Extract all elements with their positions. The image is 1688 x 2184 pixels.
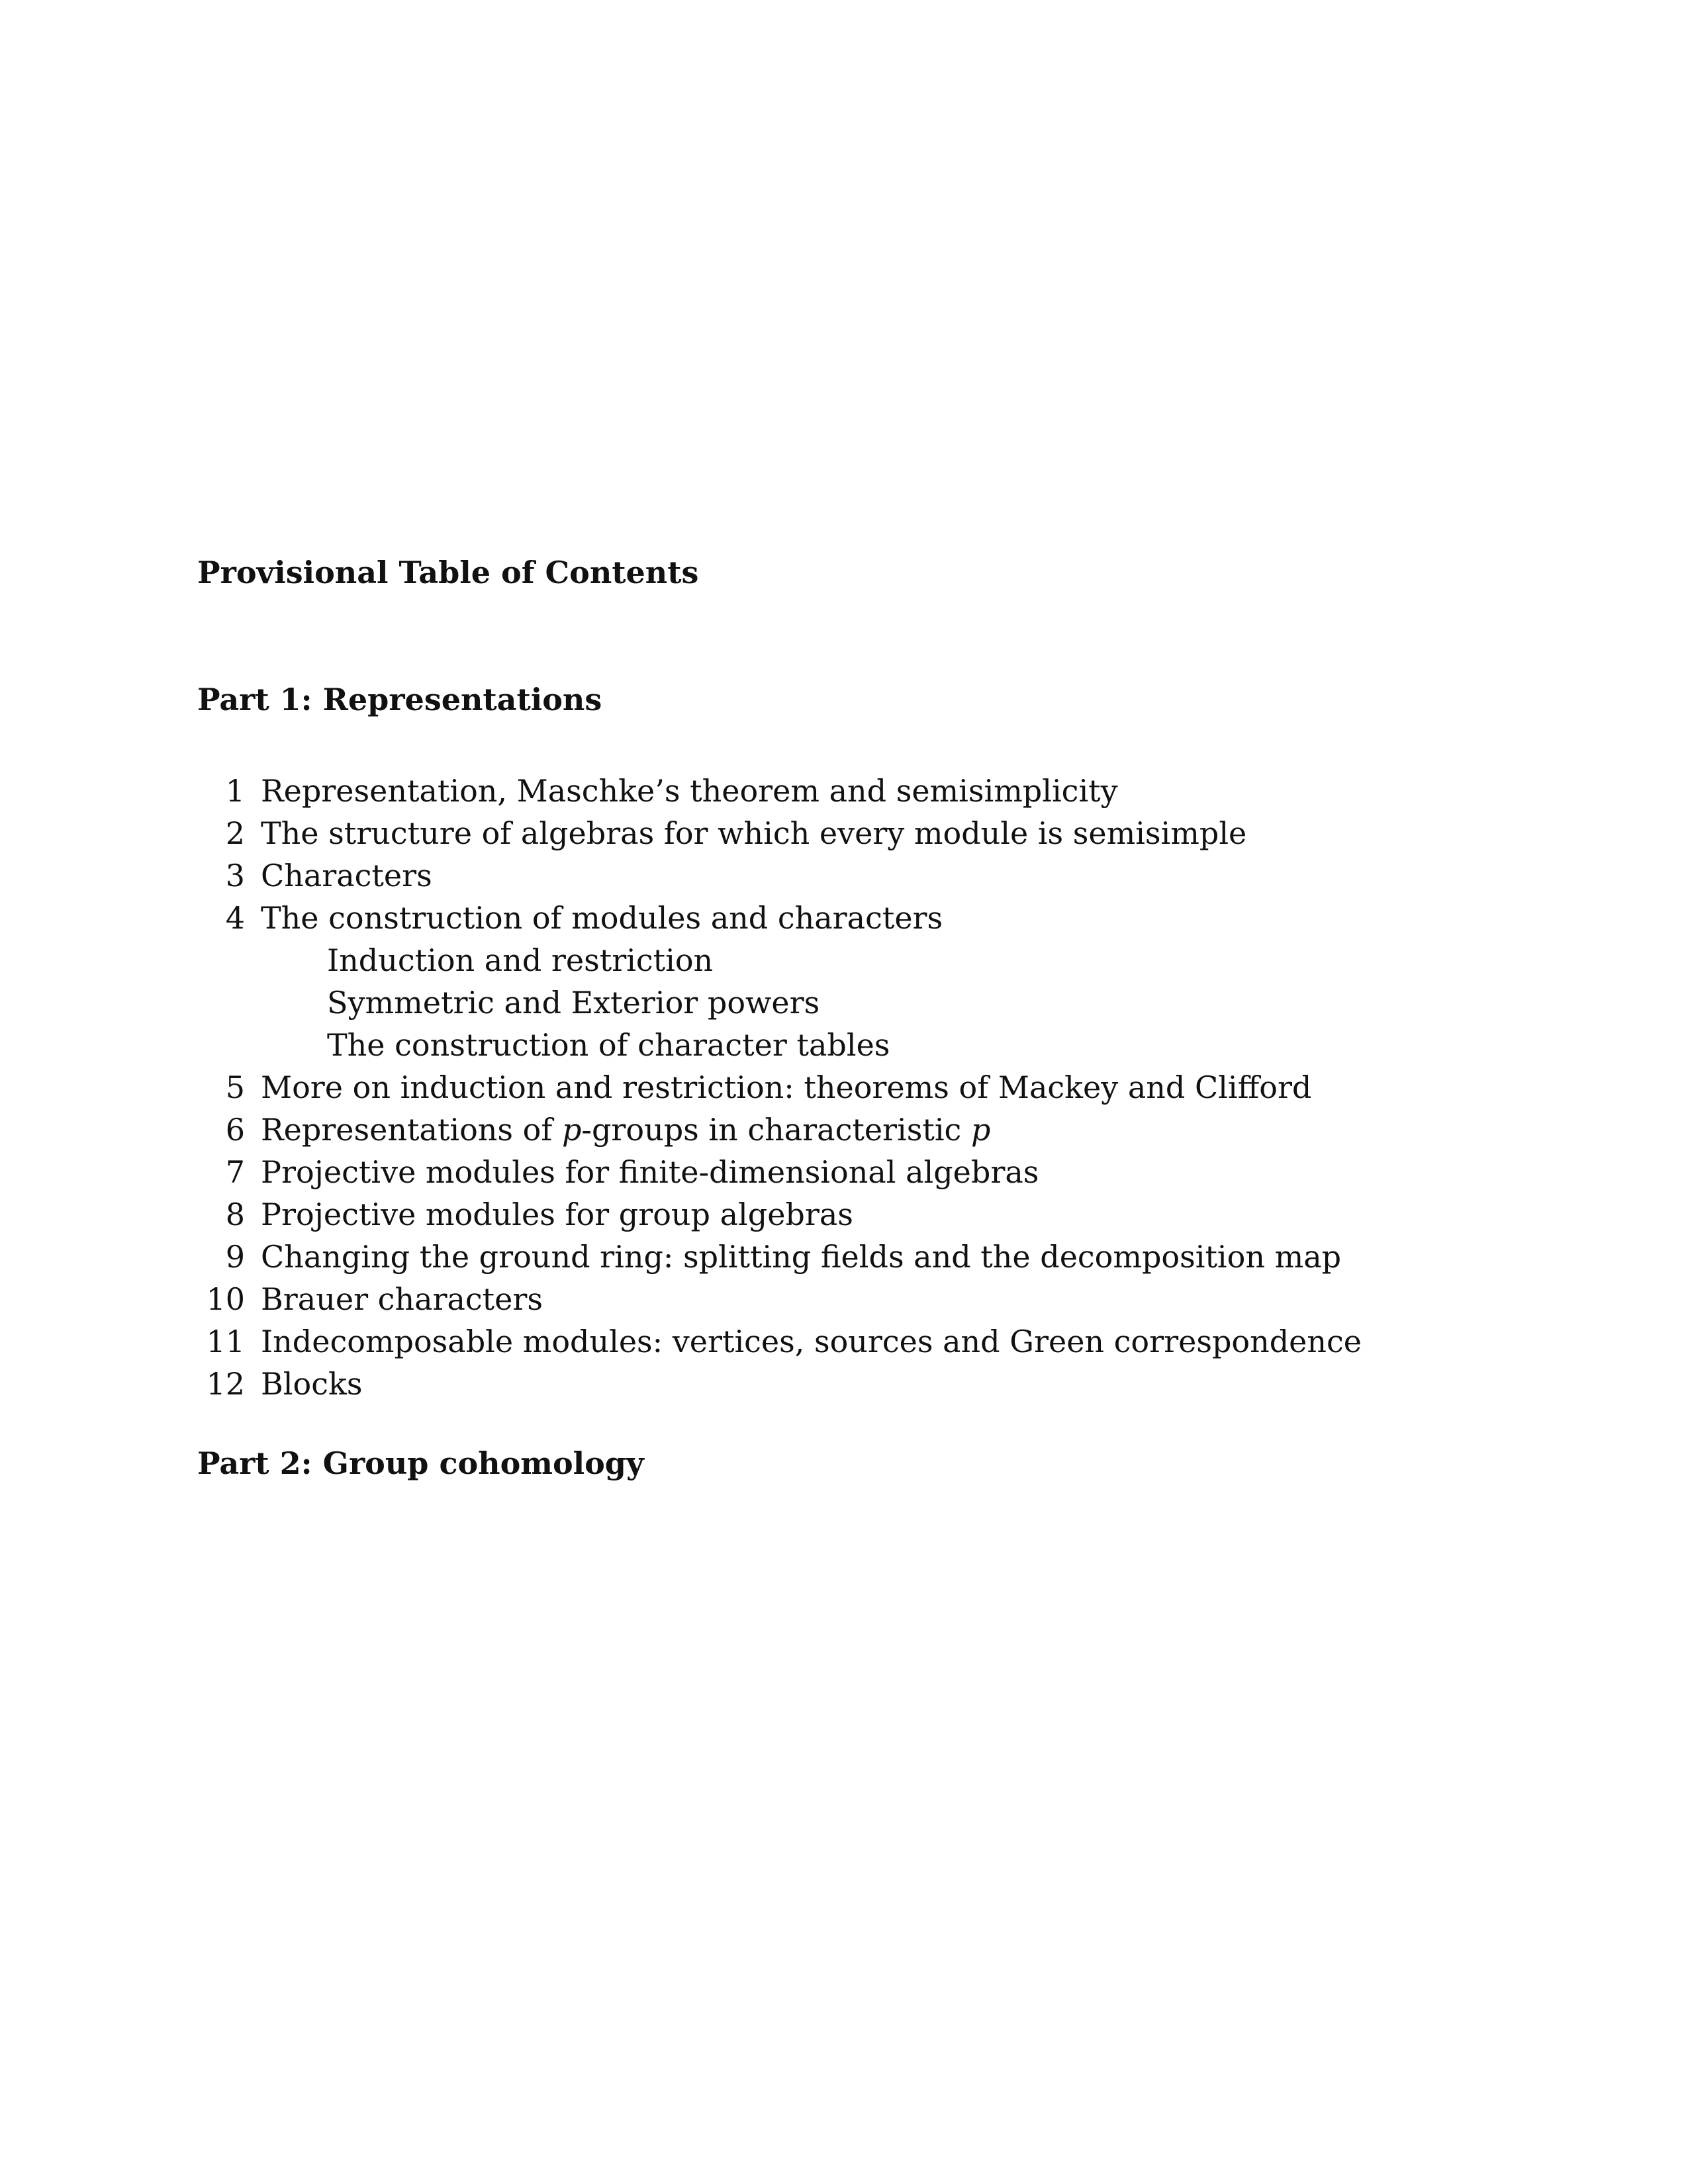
toc-entry-number: 6 (225, 1112, 245, 1148)
toc-subsection-4-3 (197, 1024, 1455, 1066)
toc-entry-number: 3 (225, 858, 245, 893)
toc-entry-number: 10 (206, 1281, 245, 1317)
toc-entry-3 (197, 854, 1455, 897)
toc-entry-title: Projective modules for group algebras (261, 1197, 853, 1232)
toc-entry-2 (197, 812, 1455, 854)
toc-entry-title: The construction of modules and characters (261, 900, 943, 936)
toc-entry-5 (197, 1066, 1455, 1109)
toc-entry-9 (197, 1236, 1455, 1278)
math-variable-p: p (561, 1112, 582, 1148)
toc-entry-1 (197, 770, 1455, 812)
toc-entry-number: 2 (225, 815, 245, 851)
toc-entry-7 (197, 1151, 1455, 1193)
toc-entry-number: 4 (225, 900, 245, 936)
toc-subsection-title: Symmetric and Exterior powers (327, 985, 820, 1021)
part-2-heading: Part 2: Group cohomology (197, 1445, 644, 1481)
toc-entry-number: 5 (225, 1069, 245, 1105)
toc-entry-title: Blocks (261, 1366, 363, 1402)
toc-subsection-4-2 (197, 981, 1455, 1024)
toc-entry-title: More on induction and restriction: theorems of Mackey and Clifford (261, 1069, 1312, 1105)
toc-entry-number: 8 (225, 1197, 245, 1232)
toc-subsection-4-1 (197, 939, 1455, 981)
toc-entry-4 (197, 897, 1455, 939)
toc-entry-title: Characters (261, 858, 432, 893)
toc-entry-6 (197, 1109, 1455, 1151)
math-variable-p: p (970, 1112, 991, 1148)
toc-entry-title: Representation, Maschke’s theorem and semisimplicity (261, 773, 1118, 809)
toc-entry-title: The structure of algebras for which every module is semisimple (261, 815, 1247, 851)
part-1-heading: Part 1: Representations (197, 682, 602, 717)
toc-entry-title: Brauer characters (261, 1281, 543, 1317)
toc-entry-title-start: Representations of (261, 1112, 562, 1148)
toc-subsection-title: The construction of character tables (327, 1027, 890, 1063)
toc-entry-title-middle: -groups in characteristic (581, 1112, 971, 1148)
toc-entry-number: 12 (206, 1366, 245, 1402)
toc-entry-title (261, 1109, 990, 1151)
toc-subsection-title: Induction and restriction (327, 942, 714, 978)
toc-entry-number: 7 (225, 1154, 245, 1190)
toc-entry-title: Indecomposable modules: vertices, sources and Green correspondence (261, 1324, 1362, 1359)
toc-entry-number: 1 (225, 773, 245, 809)
toc-entry-8 (197, 1193, 1455, 1236)
toc-entry-number: 11 (206, 1324, 245, 1359)
toc-entry-title: Changing the ground ring: splitting fields and the decomposition map (261, 1239, 1342, 1275)
toc-entry-10 (197, 1278, 1455, 1320)
toc-entry-title: Projective modules for finite-dimensional algebras (261, 1154, 1039, 1190)
page-title: Provisional Table of Contents (197, 555, 699, 590)
toc-entry-12 (197, 1363, 1455, 1405)
toc-entry-11 (197, 1320, 1455, 1363)
toc-entry-number: 9 (225, 1239, 245, 1275)
